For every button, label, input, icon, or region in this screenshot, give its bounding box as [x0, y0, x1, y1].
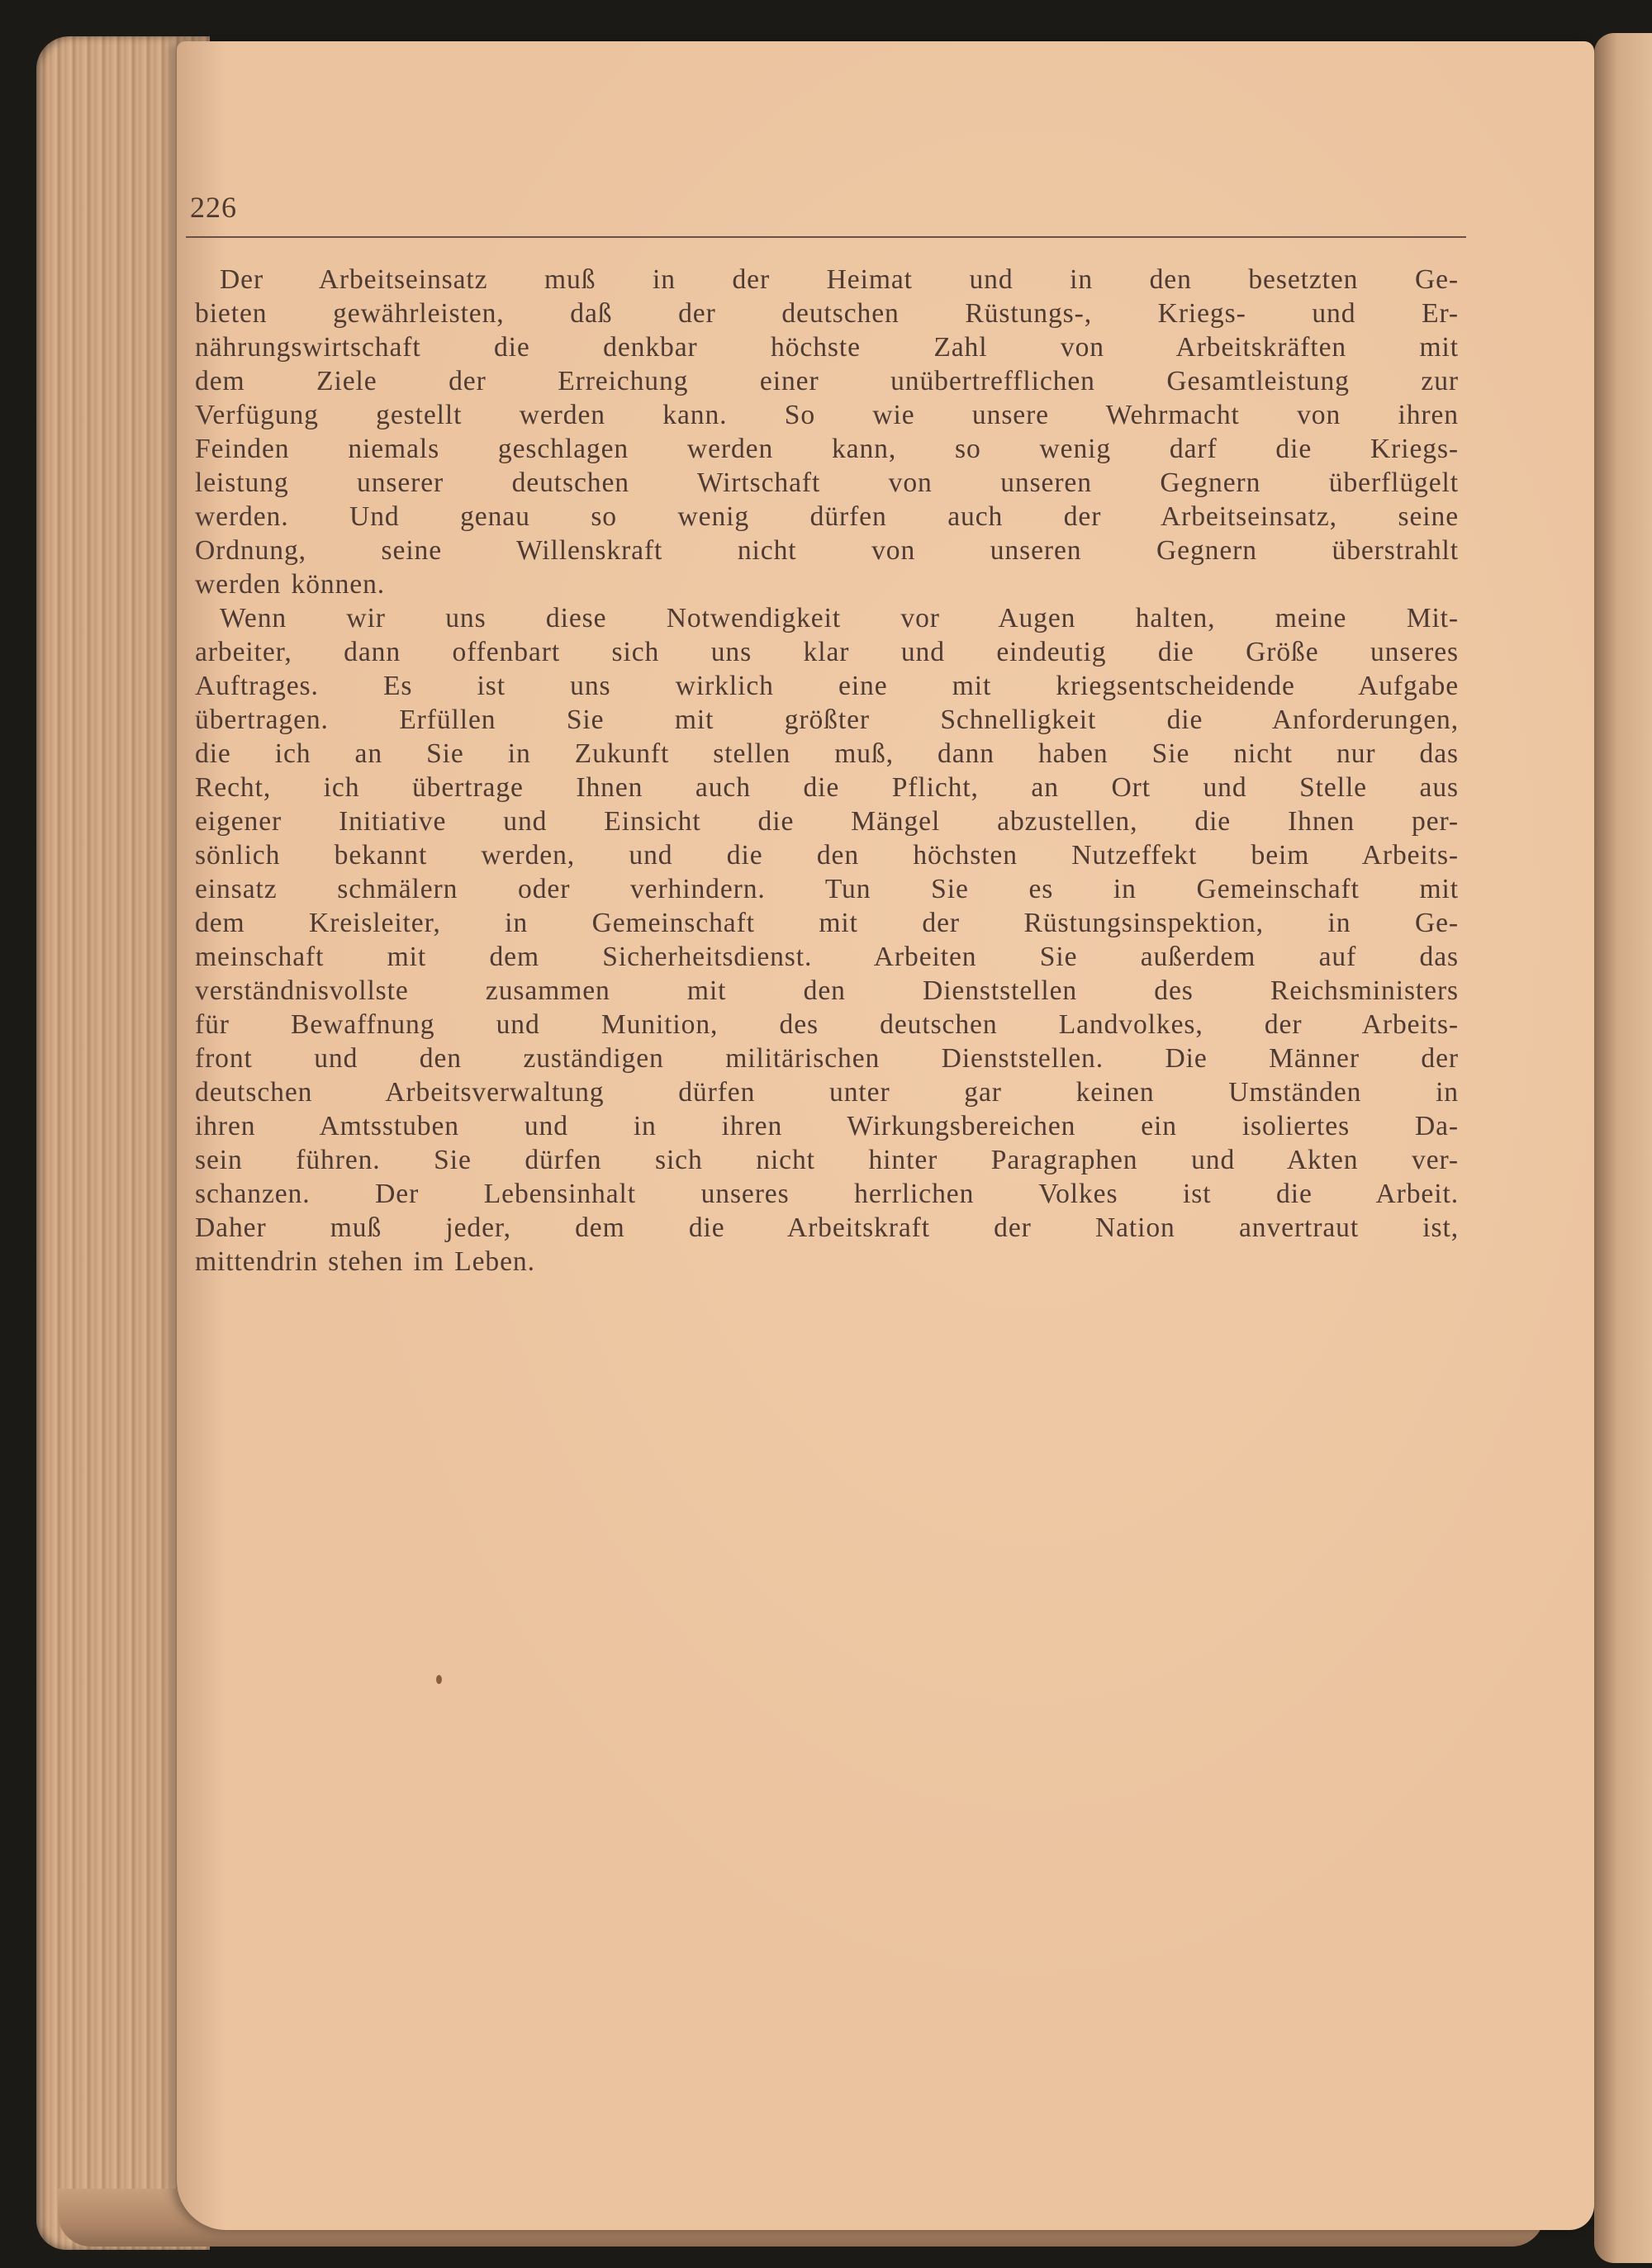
text-line: arbeiter, dann offenbart sich uns klar und eindeutig die Größe unseres — [195, 637, 1459, 667]
text-line: meinschaft mit dem Sicherheitsdienst. Arbeiten Sie außerdem auf das — [195, 942, 1459, 972]
page-number: 226 — [190, 191, 237, 224]
text-line: Recht, ich übertrage Ihnen auch die Pflicht, an Ort und Stelle aus — [195, 772, 1459, 803]
text-line: einsatz schmälern oder verhindern. Tun Sie es in Gemeinschaft mit — [195, 874, 1459, 904]
text-line: ihren Amtsstuben und in ihren Wirkungsbereichen ein isoliertes Da- — [195, 1111, 1459, 1141]
facing-page-edge — [1594, 33, 1652, 2263]
text-line: Verfügung gestellt werden kann. So wie unsere Wehrmacht von ihren — [195, 400, 1459, 430]
text-line: dem Kreisleiter, in Gemeinschaft mit der Rüstungsinspektion, in Ge- — [195, 908, 1459, 938]
ink-speck — [436, 1675, 442, 1684]
text-line: mittendrin stehen im Leben. — [195, 1246, 535, 1277]
text-line: nährungswirtschaft die denkbar höchste Zahl von Arbeitskräften mit — [195, 332, 1459, 363]
header-rule — [186, 236, 1466, 238]
text-line: verständnisvollste zusammen mit den Dienststellen des Reichsministers — [195, 975, 1459, 1006]
text-line: werden. Und genau so wenig dürfen auch der Arbeitseinsatz, seine — [195, 501, 1459, 532]
text-line: schanzen. Der Lebensinhalt unseres herrlichen Volkes ist die Arbeit. — [195, 1179, 1459, 1209]
text-line: bieten gewährleisten, daß der deutschen Rüstungs-, Kriegs- und Er- — [195, 298, 1459, 329]
text-line: die ich an Sie in Zukunft stellen muß, dann haben Sie nicht nur das — [195, 738, 1459, 769]
text-line: dem Ziele der Erreichung einer unübertrefflichen Gesamtleistung zur — [195, 366, 1459, 396]
paragraph — [195, 601, 1459, 1279]
text-line: werden können. — [195, 569, 386, 600]
text-line: front und den zuständigen militärischen Dienststellen. Die Männer der — [195, 1043, 1459, 1074]
text-line: Feinden niemals geschlagen werden kann, so wenig darf die Kriegs- — [195, 434, 1459, 464]
text-line: Der Arbeitseinsatz muß in der Heimat und in den besetzten Ge- — [220, 264, 1459, 295]
body-text — [195, 263, 1459, 1279]
text-line: sönlich bekannt werden, und die den höchsten Nutzeffekt beim Arbeits- — [195, 840, 1459, 871]
text-line: Daher muß jeder, dem die Arbeitskraft der Nation anvertraut ist, — [195, 1212, 1459, 1243]
text-line: Wenn wir uns diese Notwendigkeit vor Augen halten, meine Mit- — [220, 603, 1459, 633]
text-line: leistung unserer deutschen Wirtschaft von unseren Gegnern überflügelt — [195, 467, 1459, 498]
text-line: Auftrages. Es ist uns wirklich eine mit kriegsentscheidende Aufgabe — [195, 671, 1459, 701]
text-line: übertragen. Erfüllen Sie mit größter Schnelligkeit die Anforderungen, — [195, 705, 1459, 735]
text-line: sein führen. Sie dürfen sich nicht hinter Paragraphen und Akten ver- — [195, 1145, 1459, 1175]
text-line: eigener Initiative und Einsicht die Mängel abzustellen, die Ihnen per- — [195, 806, 1459, 837]
text-line: für Bewaffnung und Munition, des deutschen Landvolkes, der Arbeits- — [195, 1009, 1459, 1040]
text-line: deutschen Arbeitsverwaltung dürfen unter gar keinen Umständen in — [195, 1077, 1459, 1108]
text-line: Ordnung, seine Willenskraft nicht von unseren Gegnern überstrahlt — [195, 535, 1459, 566]
paragraph — [195, 263, 1459, 601]
